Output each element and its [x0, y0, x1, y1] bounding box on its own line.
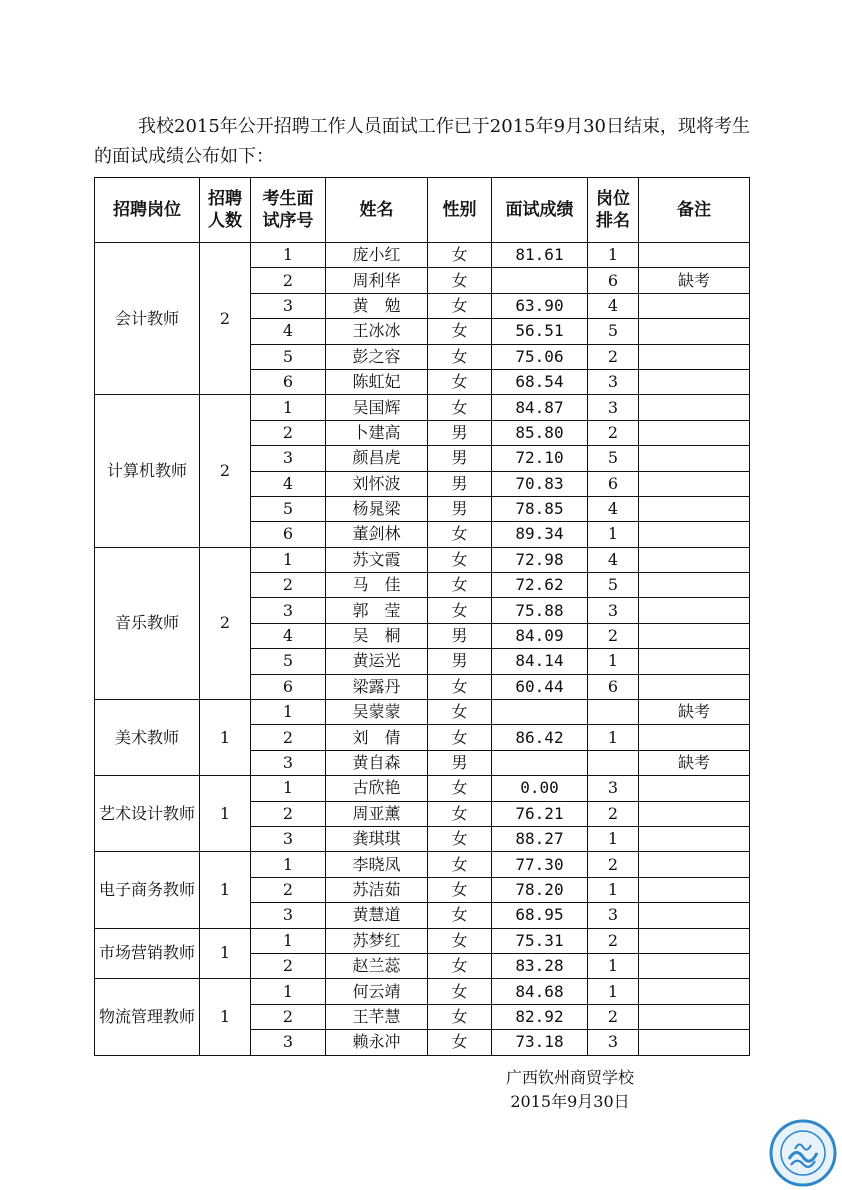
cell-score: 89.34 [492, 522, 588, 547]
cell-name: 黄运光 [326, 649, 428, 674]
cell-gender: 男 [428, 623, 492, 648]
cell-seq: 1 [251, 243, 326, 268]
cell-note [639, 776, 750, 801]
cell-seq: 2 [251, 573, 326, 598]
cell-rank: 2 [588, 623, 639, 648]
cell-note [639, 979, 750, 1004]
cell-name: 卜建高 [326, 420, 428, 445]
cell-note [639, 1030, 750, 1055]
cell-rank: 6 [588, 471, 639, 496]
cell-seq: 6 [251, 369, 326, 394]
cell-note [639, 623, 750, 648]
table-row [95, 243, 750, 268]
cell-rank: 6 [588, 674, 639, 699]
cell-score: 68.95 [492, 903, 588, 928]
cell-rank [588, 700, 639, 725]
table-row [95, 979, 750, 1004]
cell-rank: 4 [588, 547, 639, 572]
cell-gender: 女 [428, 776, 492, 801]
cell-note [639, 547, 750, 572]
cell-name: 苏梦红 [326, 928, 428, 953]
cell-rank: 1 [588, 522, 639, 547]
cell-name: 黄 勉 [326, 293, 428, 318]
cell-score [492, 750, 588, 775]
cell-rank: 2 [588, 801, 639, 826]
cell-score: 75.31 [492, 928, 588, 953]
cell-gender: 女 [428, 979, 492, 1004]
cell-seq: 6 [251, 674, 326, 699]
cell-note [639, 420, 750, 445]
cell-note [639, 674, 750, 699]
cell-gender: 男 [428, 649, 492, 674]
cell-post: 艺术设计教师 [95, 776, 200, 852]
cell-seq: 4 [251, 471, 326, 496]
cell-score: 82.92 [492, 1004, 588, 1029]
cell-note: 缺考 [639, 750, 750, 775]
cell-gender: 女 [428, 725, 492, 750]
cell-name: 庞小红 [326, 243, 428, 268]
cell-rank: 3 [588, 903, 639, 928]
cell-note [639, 446, 750, 471]
cell-score: 88.27 [492, 826, 588, 851]
cell-seq: 2 [251, 420, 326, 445]
cell-gender: 女 [428, 928, 492, 953]
cell-name: 吴 桐 [326, 623, 428, 648]
cell-score: 60.44 [492, 674, 588, 699]
cell-note [639, 496, 750, 521]
table-body [95, 243, 750, 1056]
cell-note [639, 852, 750, 877]
cell-seq: 1 [251, 547, 326, 572]
cell-name: 古欣艳 [326, 776, 428, 801]
cell-gender: 女 [428, 319, 492, 344]
cell-rank: 1 [588, 877, 639, 902]
cell-gender: 男 [428, 496, 492, 521]
cell-gender: 女 [428, 852, 492, 877]
cell-name: 颜昌虎 [326, 446, 428, 471]
cell-note [639, 243, 750, 268]
cell-seq: 2 [251, 801, 326, 826]
cell-note [639, 319, 750, 344]
cell-gender: 男 [428, 446, 492, 471]
cell-rank: 4 [588, 293, 639, 318]
cell-post: 物流管理教师 [95, 979, 200, 1055]
cell-gender: 女 [428, 547, 492, 572]
cell-gender: 女 [428, 674, 492, 699]
cell-score: 0.00 [492, 776, 588, 801]
cell-gender: 女 [428, 573, 492, 598]
cell-note [639, 928, 750, 953]
cell-score: 78.85 [492, 496, 588, 521]
cell-score: 77.30 [492, 852, 588, 877]
cell-gender: 女 [428, 1030, 492, 1055]
cell-seq: 1 [251, 979, 326, 1004]
cell-rank: 4 [588, 496, 639, 521]
cell-score: 73.18 [492, 1030, 588, 1055]
cell-seq: 5 [251, 344, 326, 369]
cell-quota: 2 [200, 547, 251, 699]
cell-note: 缺考 [639, 268, 750, 293]
cell-seq: 2 [251, 953, 326, 978]
cell-rank: 1 [588, 979, 639, 1004]
cell-score: 84.68 [492, 979, 588, 1004]
cell-name: 黄自森 [326, 750, 428, 775]
cell-rank: 5 [588, 319, 639, 344]
cell-note [639, 395, 750, 420]
cell-note [639, 826, 750, 851]
cell-score: 83.28 [492, 953, 588, 978]
cell-note [639, 522, 750, 547]
cell-gender: 男 [428, 750, 492, 775]
header-gender: 性别 [428, 178, 492, 243]
cell-seq: 3 [251, 1030, 326, 1055]
cell-rank: 2 [588, 420, 639, 445]
cell-name: 马 佳 [326, 573, 428, 598]
cell-note [639, 877, 750, 902]
cell-rank: 1 [588, 649, 639, 674]
cell-score: 56.51 [492, 319, 588, 344]
table-header-row [95, 178, 750, 243]
cell-seq: 1 [251, 928, 326, 953]
cell-name: 彭之容 [326, 344, 428, 369]
cell-seq: 2 [251, 1004, 326, 1029]
signature-block [470, 1066, 670, 1114]
cell-seq: 1 [251, 852, 326, 877]
cell-rank [588, 750, 639, 775]
cell-score: 81.61 [492, 243, 588, 268]
cell-note [639, 725, 750, 750]
cell-note [639, 573, 750, 598]
cell-seq: 3 [251, 446, 326, 471]
table-row [95, 776, 750, 801]
cell-gender: 女 [428, 801, 492, 826]
cell-name: 苏文霞 [326, 547, 428, 572]
cell-name: 黄慧道 [326, 903, 428, 928]
cell-rank: 3 [588, 395, 639, 420]
cell-gender: 女 [428, 243, 492, 268]
cell-score: 86.42 [492, 725, 588, 750]
cell-seq: 5 [251, 496, 326, 521]
cell-name: 李晓凤 [326, 852, 428, 877]
cell-score: 84.09 [492, 623, 588, 648]
cell-rank: 2 [588, 344, 639, 369]
cell-name: 刘怀波 [326, 471, 428, 496]
cell-note [639, 1004, 750, 1029]
issue-date: 2015年9月30日 [510, 1092, 630, 1111]
cell-seq: 6 [251, 522, 326, 547]
cell-name: 郭 莹 [326, 598, 428, 623]
cell-post: 美术教师 [95, 700, 200, 776]
intro-text: 我校2015年公开招聘工作人员面试工作已于2015年9月30日结束，现将考生的面试成绩公布如下： [94, 116, 750, 167]
table-row [95, 547, 750, 572]
table-row [95, 928, 750, 953]
cell-name: 龚琪琪 [326, 826, 428, 851]
cell-note [639, 344, 750, 369]
cell-gender: 女 [428, 344, 492, 369]
header-quota: 招聘 人数 [200, 178, 251, 243]
cell-quota: 2 [200, 243, 251, 395]
header-name: 姓名 [326, 178, 428, 243]
cell-note: 缺考 [639, 700, 750, 725]
cell-post: 音乐教师 [95, 547, 200, 699]
cell-note [639, 598, 750, 623]
cell-score: 72.98 [492, 547, 588, 572]
cell-name: 梁露丹 [326, 674, 428, 699]
cell-gender: 女 [428, 369, 492, 394]
cell-seq: 3 [251, 293, 326, 318]
cell-score [492, 700, 588, 725]
cell-post: 电子商务教师 [95, 852, 200, 928]
cell-note [639, 953, 750, 978]
cell-quota: 1 [200, 979, 251, 1055]
cell-post: 计算机教师 [95, 395, 200, 547]
cell-name: 周亚薰 [326, 801, 428, 826]
cell-score: 76.21 [492, 801, 588, 826]
cell-gender: 女 [428, 953, 492, 978]
table-row [95, 852, 750, 877]
cell-score: 70.83 [492, 471, 588, 496]
cell-score: 72.62 [492, 573, 588, 598]
cell-name: 董剑林 [326, 522, 428, 547]
cell-quota: 1 [200, 852, 251, 928]
cell-name: 苏洁茹 [326, 877, 428, 902]
cell-note [639, 801, 750, 826]
cell-name: 何云靖 [326, 979, 428, 1004]
school-name: 广西钦州商贸学校 [505, 1068, 634, 1087]
cell-post: 市场营销教师 [95, 928, 200, 979]
cell-score: 63.90 [492, 293, 588, 318]
cell-note [639, 369, 750, 394]
cell-name: 刘 倩 [326, 725, 428, 750]
cell-score: 75.88 [492, 598, 588, 623]
cell-seq: 1 [251, 700, 326, 725]
cell-gender: 女 [428, 826, 492, 851]
cell-seq: 3 [251, 826, 326, 851]
cell-score: 85.80 [492, 420, 588, 445]
table-row [95, 700, 750, 725]
cell-note [639, 293, 750, 318]
cell-score [492, 268, 588, 293]
cell-seq: 2 [251, 877, 326, 902]
cell-gender: 女 [428, 522, 492, 547]
cell-name: 陈虹妃 [326, 369, 428, 394]
cell-quota: 1 [200, 928, 251, 979]
cell-seq: 3 [251, 903, 326, 928]
cell-name: 赵兰蕊 [326, 953, 428, 978]
cell-rank: 3 [588, 369, 639, 394]
cell-rank: 5 [588, 446, 639, 471]
cell-note [639, 649, 750, 674]
cell-rank: 1 [588, 725, 639, 750]
school-seal-icon [769, 1119, 837, 1187]
cell-name: 周利华 [326, 268, 428, 293]
cell-seq: 4 [251, 623, 326, 648]
cell-quota: 1 [200, 776, 251, 852]
cell-rank: 2 [588, 928, 639, 953]
cell-gender: 女 [428, 700, 492, 725]
cell-rank: 5 [588, 573, 639, 598]
cell-gender: 女 [428, 395, 492, 420]
cell-seq: 2 [251, 725, 326, 750]
cell-rank: 6 [588, 268, 639, 293]
cell-quota: 2 [200, 395, 251, 547]
cell-gender: 女 [428, 1004, 492, 1029]
cell-rank: 1 [588, 953, 639, 978]
cell-post: 会计教师 [95, 243, 200, 395]
cell-note [639, 471, 750, 496]
cell-score: 84.87 [492, 395, 588, 420]
cell-gender: 女 [428, 268, 492, 293]
cell-score: 84.14 [492, 649, 588, 674]
cell-name: 赖永冲 [326, 1030, 428, 1055]
cell-rank: 1 [588, 243, 639, 268]
cell-seq: 5 [251, 649, 326, 674]
cell-gender: 男 [428, 471, 492, 496]
cell-score: 72.10 [492, 446, 588, 471]
cell-seq: 2 [251, 268, 326, 293]
cell-rank: 2 [588, 1004, 639, 1029]
cell-seq: 4 [251, 319, 326, 344]
cell-name: 吴蒙蒙 [326, 700, 428, 725]
cell-score: 78.20 [492, 877, 588, 902]
cell-rank: 2 [588, 852, 639, 877]
cell-quota: 1 [200, 700, 251, 776]
cell-seq: 1 [251, 776, 326, 801]
cell-score: 75.06 [492, 344, 588, 369]
cell-score: 68.54 [492, 369, 588, 394]
cell-name: 王芊慧 [326, 1004, 428, 1029]
cell-name: 杨晁梁 [326, 496, 428, 521]
cell-gender: 女 [428, 877, 492, 902]
cell-gender: 男 [428, 420, 492, 445]
table-row [95, 395, 750, 420]
cell-name: 吴国辉 [326, 395, 428, 420]
header-score: 面试成绩 [492, 178, 588, 243]
intro-paragraph [94, 112, 754, 172]
cell-rank: 3 [588, 1030, 639, 1055]
cell-rank: 1 [588, 826, 639, 851]
header-rank: 岗位 排名 [588, 178, 639, 243]
cell-gender: 女 [428, 903, 492, 928]
header-post: 招聘岗位 [95, 178, 200, 243]
cell-gender: 女 [428, 598, 492, 623]
cell-seq: 3 [251, 750, 326, 775]
results-table [94, 177, 750, 1056]
header-note: 备注 [639, 178, 750, 243]
cell-note [639, 903, 750, 928]
cell-name: 王冰冰 [326, 319, 428, 344]
cell-seq: 3 [251, 598, 326, 623]
cell-gender: 女 [428, 293, 492, 318]
cell-rank: 3 [588, 776, 639, 801]
cell-seq: 1 [251, 395, 326, 420]
header-seq: 考生面 试序号 [251, 178, 326, 243]
cell-rank: 3 [588, 598, 639, 623]
